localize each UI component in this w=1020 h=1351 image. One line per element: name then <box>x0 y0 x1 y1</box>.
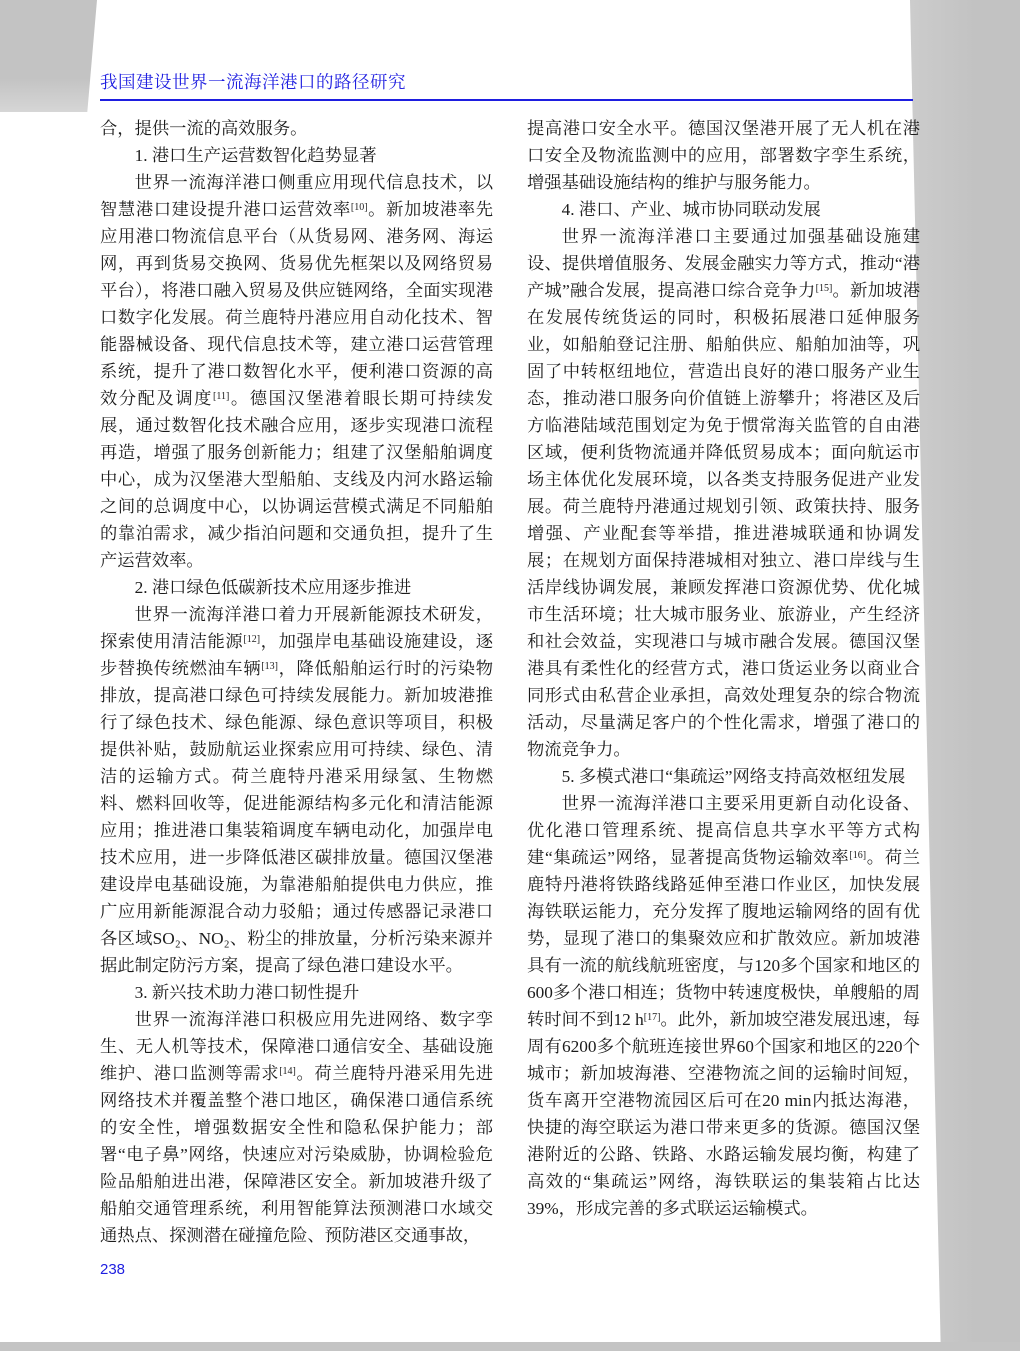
running-header <box>100 69 913 101</box>
paragraph: 3. 新兴技术助力港口韧性提升 <box>134 983 360 1002</box>
paragraph: 4. 港口、产业、城市协同联动发展 <box>561 200 821 219</box>
paragraph: 世界一流海洋港口积极应用先进网络、数字孪生、无人机等技术，保障港口通信安全、基础设施维护、港口监测等需求[14]。荷兰鹿特丹港采用先进网络技术并覆盖整个港口地区，确保港口通信系统的安全性，增强数据安全性和隐私保护能力；部署“电子鼻”网络，快速应对污染威胁，协调检验危险品船舶进出港，保障港区安全。新加坡港升级了船舶交通管理系统，利用智能算法预测港口水域交通热点、探测潜在碰撞危险、预防港区交通事故， <box>100 1010 493 1245</box>
paragraph: 提高港口安全水平。德国汉堡港开展了无人机在港口安全及物流监测中的应用，部署数字孪生系统，增强基础设施结构的维护与服务能力。 <box>527 119 920 192</box>
text-columns <box>100 115 920 1249</box>
paragraph: 世界一流海洋港口着力开展新能源技术研发，探索使用清洁能源[12]，加强岸电基础设施建设，逐步替换传统燃油车辆[13]，降低船舶运行时的污染物排放，提高港口绿色可持续发展能力。新加坡港推行了绿色技术、绿色能源、绿色意识等项目，积极提供补贴，鼓励航运业探索应用可持续、绿色、清洁的运输方式。荷兰鹿特丹港采用绿氢、生物燃料、燃料回收等，促进能源结构多元化和清洁能源应用；推进港口集装箱调度车辆电动化，加强岸电技术应用，进一步降低港区碳排放量。德国汉堡港建设岸电基础设施，为靠港船舶提供电力供应，推广应用新能源混合动力驳船；通过传感器记录港口各区域SO₂、NO₂、粉尘的排放量，分析污染来源并据此制定防污方案，提高了绿色港口建设水平。 <box>100 605 493 975</box>
right-column <box>527 115 920 1249</box>
paragraph: 世界一流海洋港口主要采用更新自动化设备、优化港口管理系统、提高信息共享水平等方式构建“集疏运”网络，显著提高货物运输效率[16]。荷兰鹿特丹港将铁路线路延伸至港口作业区，加快发展海铁联运能力，充分发挥了腹地运输网络的固有优势，显现了港口的集聚效应和扩散效应。新加坡港具有一流的航线航班密度，与120多个国家和地区的600多个港口相连；货物中转速度极快，单艘船的周转时间不到12 h[17]。此外，新加坡空港发展迅速，每周有6200多个航班连接世界60个国家和地区的220个城市；新加坡海港、空港物流之间的运输时间短，货车离开空港物流园区后可在20 min内抵达海港，快捷的海空联运为港口带来更多的货源。德国汉堡港附近的公路、铁路、水路运输发展均衡，构建了高效的“集疏运”网络，海铁联运的集装箱占比达39%，形成完善的多式联运运输模式。 <box>527 794 920 1218</box>
paragraph: 2. 港口绿色低碳新技术应用逐步推进 <box>134 578 412 597</box>
paragraph: 合，提供一流的高效服务。 <box>100 119 308 138</box>
scan-edge-right <box>910 0 1020 1351</box>
paragraph: 世界一流海洋港口侧重应用现代信息技术，以智慧港口建设提升港口运营效率[10]。新加坡港率先应用港口物流信息平台（从货易网、港务网、海运网，再到货易交换网、货易优先框架以及网络贸易平台），将港口融入贸易及供应链网络，全面实现港口数字化发展。荷兰鹿特丹港应用自动化技术、智能器械设备、现代信息技术等，建立港口运营管理系统，提升了港口数智化水平，便利港口资源的高效分配及调度[11]。德国汉堡港着眼长期可持续发展，通过数智化技术融合应用，逐步实现港口流程再造，增强了服务创新能力；组建了汉堡船舶调度中心，成为汉堡港大型船舶、支线及内河水路运输之间的总调度中心，以协调运营模式满足不同船舶的靠泊需求，减少指泊问题和交通负担，提升了生产运营效率。 <box>100 173 493 570</box>
scan-edge-top-left <box>0 0 97 112</box>
page-number: 238 <box>100 1261 126 1278</box>
scan-edge-bottom <box>0 1342 1020 1351</box>
page-title: 我国建设世界一流海洋港口的路径研究 <box>100 72 406 92</box>
paragraph: 1. 港口生产运营数智化趋势显著 <box>134 146 377 165</box>
paragraph: 5. 多模式港口“集疏运”网络支持高效枢纽发展 <box>561 767 906 786</box>
paragraph: 世界一流海洋港口主要通过加强基础设施建设、提供增值服务、发展金融实力等方式，推动“港产城”融合发展，提高港口综合竞争力[15]。新加坡港在发展传统货运的同时，积极拓展港口延伸服务业，如船舶登记注册、船舶供应、船舶加油等，巩固了中转枢纽地位，营造出良好的港口服务产业生态，推动港口服务向价值链上游攀升；将港区及后方临港陆域范围划定为免于惯常海关监管的自由港区域，便利货物流通并降低贸易成本；面向航运市场主体优化发展环境，以各类支持服务促进产业发展。荷兰鹿特丹港通过规划引领、政策扶持、服务增强、产业配套等举措，推进港城联通和协调发展；在规划方面保持港城相对独立、港口岸线与生活岸线协调发展，兼顾发挥港口资源优势、优化城市生活环境；壮大城市服务业、旅游业，产生经济和社会效益，实现港口与城市融合发展。德国汉堡港具有柔性化的经营方式，港口货运业务以商业合同形式由私营企业承担，高效处理复杂的综合物流活动，尽量满足客户的个性化需求，增强了港口的物流竞争力。 <box>527 227 920 759</box>
left-column <box>100 115 493 1249</box>
